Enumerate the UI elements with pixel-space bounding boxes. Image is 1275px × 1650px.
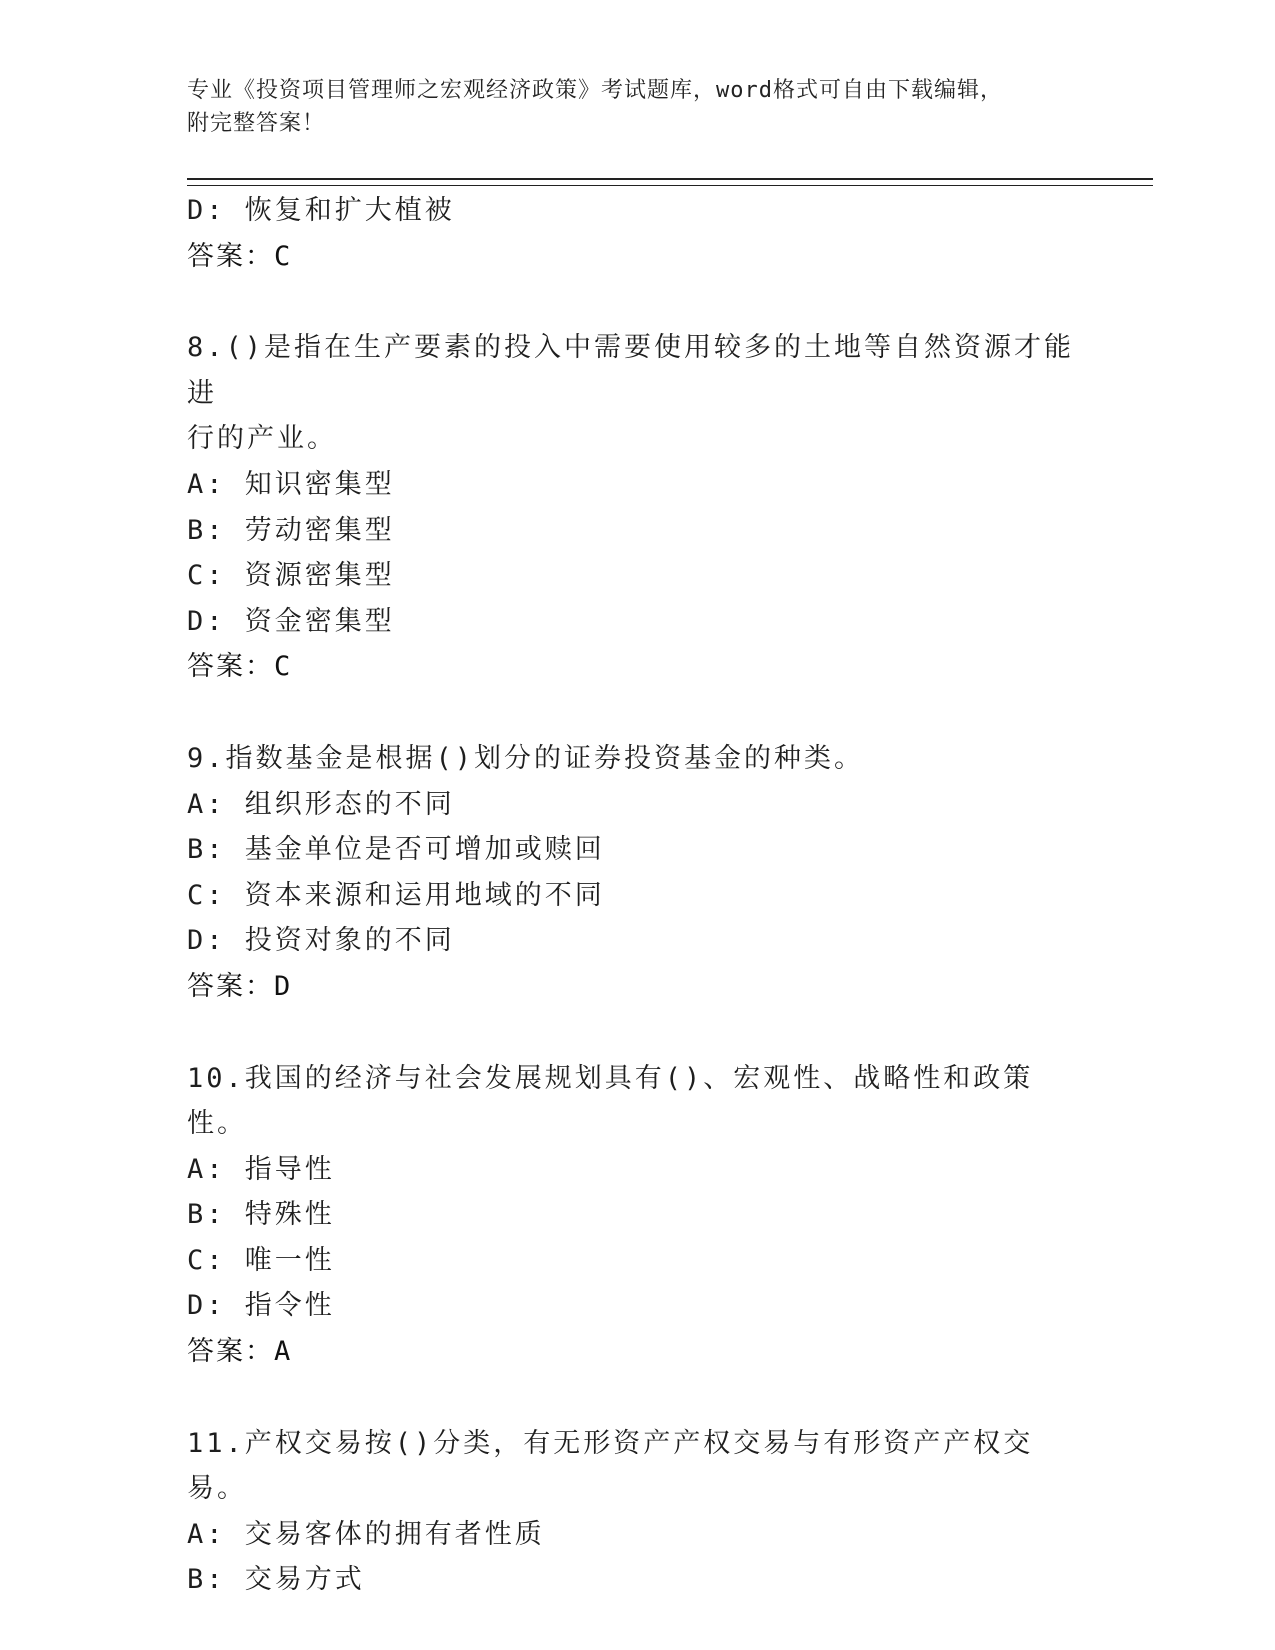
option-d: D: 指令性 (187, 1290, 335, 1322)
option-d: D: 投资对象的不同 (187, 925, 455, 957)
question-9 (187, 736, 1087, 1010)
answer-label: 答案： (187, 1336, 274, 1368)
header-line-2: 附完整答案！ (187, 111, 326, 136)
question-stem: 11.产权交易按()分类，有无形资产产权交易与有形资产产权交易。 (187, 1427, 1034, 1505)
spacer (187, 1010, 1087, 1056)
answer-line (187, 964, 1087, 1010)
question-stem: 10.我国的经济与社会发展规划具有()、宏观性、战略性和政策性。 (187, 1062, 1034, 1140)
question-stem-continued: 行的产业。 (187, 423, 337, 455)
header-line-1: 专业《投资项目管理师之宏观经济政策》考试题库，word格式可自由下载编辑， (187, 78, 1003, 103)
question-stem: 8.()是指在生产要素的投入中需要使用较多的土地等自然资源才能进 (187, 332, 1075, 409)
answer-line (187, 644, 1087, 690)
option-a: A: 交易客体的拥有者性质 (187, 1518, 545, 1550)
option-b: B: 劳动密集型 (187, 514, 395, 546)
question-8 (187, 325, 1087, 690)
option-b: B: 特殊性 (187, 1199, 335, 1231)
option-a: A: 组织形态的不同 (187, 788, 455, 820)
answer-line (187, 234, 1087, 280)
answer-label: 答案： (187, 970, 274, 1002)
answer-label: 答案： (187, 651, 274, 683)
document-header (187, 74, 1087, 140)
header-divider (187, 178, 1153, 186)
question-stem: 9.指数基金是根据()划分的证券投资基金的种类。 (187, 742, 865, 774)
question-11 (187, 1421, 1087, 1603)
option-d: D: 恢复和扩大植被 (187, 195, 455, 226)
option-a: A: 知识密集型 (187, 468, 395, 500)
answer-value: D (274, 970, 293, 1002)
answer-value: C (274, 240, 293, 272)
answer-value: A (274, 1336, 293, 1368)
option-c: C: 资源密集型 (187, 560, 395, 592)
answer-line (187, 1329, 1087, 1375)
question-content (187, 188, 1087, 1603)
spacer (187, 690, 1087, 736)
option-b: B: 交易方式 (187, 1564, 365, 1596)
option-d: D: 资金密集型 (187, 605, 395, 637)
option-c: C: 资本来源和运用地域的不同 (187, 879, 605, 911)
option-b: B: 基金单位是否可增加或赎回 (187, 834, 605, 866)
answer-label: 答案： (187, 240, 274, 272)
option-c: C: 唯一性 (187, 1244, 335, 1276)
answer-value: C (274, 651, 293, 683)
spacer (187, 1375, 1087, 1421)
spacer (187, 279, 1087, 325)
option-a: A: 指导性 (187, 1153, 335, 1185)
question-10 (187, 1056, 1087, 1375)
